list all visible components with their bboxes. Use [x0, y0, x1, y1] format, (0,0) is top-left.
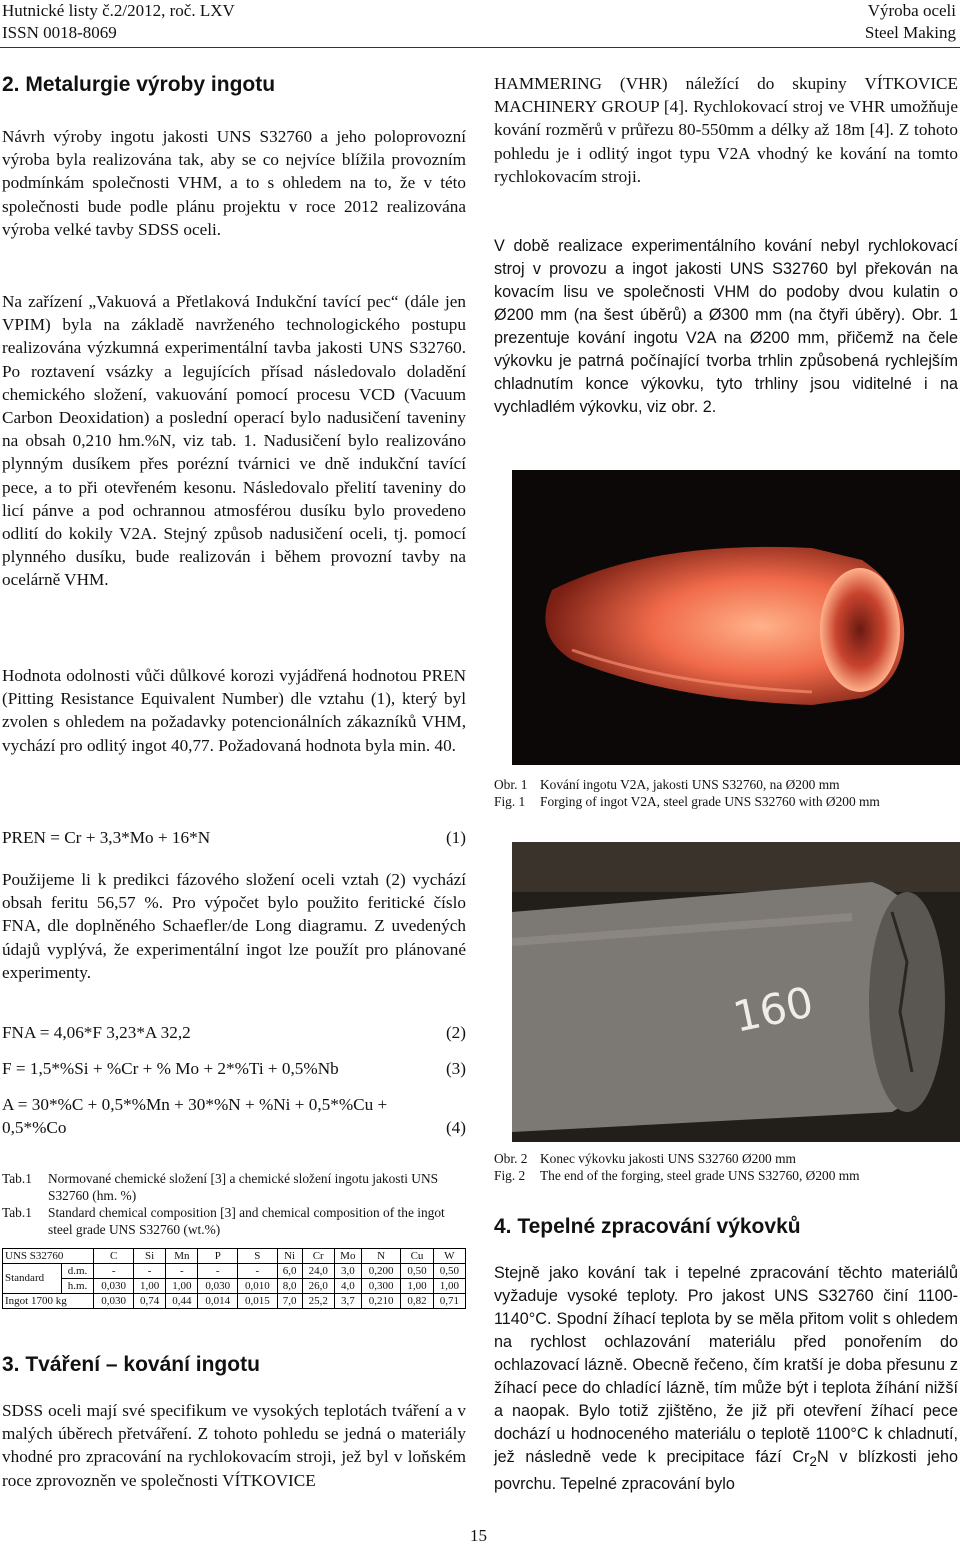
table-cell: 0,82 — [401, 1294, 433, 1309]
table-cell: 0,50 — [433, 1264, 465, 1279]
table-cell: 0,030 — [198, 1279, 238, 1294]
table-1-caption — [2, 1170, 466, 1238]
table-cell: 8,0 — [277, 1279, 302, 1294]
dm-label: d.m. — [61, 1264, 94, 1279]
issn: ISSN 0018-8069 — [2, 23, 117, 42]
col-header: Cu — [401, 1249, 433, 1264]
table-cell: - — [238, 1264, 278, 1279]
col-header: Mn — [166, 1249, 198, 1264]
equation-3-number: (3) — [445, 1059, 466, 1078]
table-cell: - — [198, 1264, 238, 1279]
equation-3 — [2, 1057, 466, 1080]
paragraph-ferrite: Použijeme li k predikci fázového složení oceli vztah (2) vychází obsah feritu 56,57 %. Pro výpočet bylo použito feritické číslo FNA, dle doplněného Schaefler/de Long diagramu. Z uvedených údajů vyplývá, že experimentální ingot lze použít pro plánované experimenty. — [2, 870, 466, 982]
col-header: Ni — [277, 1249, 302, 1264]
paragraph-forging: V době realizace experimentálního kování nebyl rychlokovací stroj v provozu a ingot jakosti UNS S32760 byl překován na kovacím lisu ve společnosti VHM do podoby dvou kulatin o Ø200 mm (na šest úběrů) a Ø300 mm (na čtyři úběry). Obr. 1 prezentuje kování ingotu V2A na Ø200 mm, přičemž na čele výkovku je patrná počínající tvorba trhlin způsobená rychlejším chladnutím konce výkovku, tyto trhliny jsou viditelné i na vychladlém výkovku, viz obr. 2. — [494, 237, 958, 416]
standard-label: Standard — [3, 1264, 62, 1294]
table-cell: 1,00 — [433, 1279, 465, 1294]
section-cz: Výroba oceli — [867, 1, 956, 20]
paragraph-pren: Hodnota odolnosti vůči důlkové korozi vyjádřená hodnotou PREN (Pitting Resistance Equivalent Number) dle vztahu (1), který byl zvolen s ohledem na požadavky potencionálních zákazníků VHM, vychází pro odlitý ingot 40,77. Požadovaná hodnota byla min. 40. — [2, 666, 466, 755]
figure-1-caption-cz: Kování ingotu V2A, jakosti UNS S32760, na Ø200 mm — [540, 777, 840, 792]
paragraph-hammering: HAMMERING (VHR) náležící do skupiny VÍTKOVICE MACHINERY GROUP [4]. Rychlokovací stroj ve VHR umožňuje kování rozměrů v průřezu 80-550mm a délky až 18m [4]. Z tohoto pohledu je i odlitý ingot typu V2A vhodný ke kování na tomto rychlokovacím stroji. — [494, 74, 958, 186]
cooled-forging-photo — [512, 842, 960, 1142]
table-caption-cz: Normované chemické složení [3] a chemické složení ingotu jakosti UNS S32760 (hm. %) — [48, 1171, 439, 1203]
equation-4-number: (4) — [445, 1118, 466, 1137]
table-label-en: Tab.1 — [2, 1205, 32, 1220]
figure-1-caption — [494, 776, 958, 810]
table-cell: 3,0 — [334, 1264, 361, 1279]
figure-2-label-en: Fig. 2 — [494, 1168, 526, 1183]
col-header: N — [361, 1249, 401, 1264]
table-cell: 0,74 — [133, 1294, 165, 1309]
section-4-title: 4. Tepelné zpracování výkovků — [494, 1215, 801, 1238]
table-cell: 7,0 — [277, 1294, 302, 1309]
table-cell: 0,71 — [433, 1294, 465, 1309]
table-cell: 0,010 — [238, 1279, 278, 1294]
equation-1 — [2, 826, 466, 849]
section-2-title: 2. Metalurgie výroby ingotu — [2, 73, 276, 96]
table-cell: 0,030 — [94, 1279, 134, 1294]
forging-end-face — [820, 568, 900, 692]
table-cell: 6,0 — [277, 1264, 302, 1279]
col-header: Mo — [334, 1249, 361, 1264]
table-cell: 0,030 — [94, 1294, 134, 1309]
table-cell: 0,50 — [401, 1264, 433, 1279]
section-header — [865, 0, 956, 44]
table-header-row — [3, 1249, 466, 1264]
equation-1-text: PREN = Cr + 3,3*Mo + 16*N — [2, 828, 211, 847]
cooled-forging-image — [512, 842, 960, 1142]
equation-4-line1: A = 30*%C + 0,5*%Mn + 30*%N + %Ni + 0,5*%Cu + — [2, 1095, 388, 1114]
grade-cell: UNS S32760 — [3, 1249, 94, 1264]
page-number: 15 — [470, 1526, 487, 1545]
table-row — [3, 1264, 466, 1279]
table-label-cz: Tab.1 — [2, 1171, 32, 1186]
table-cell: 0,015 — [238, 1294, 278, 1309]
col-header: Si — [133, 1249, 165, 1264]
figure-1-caption-en: Forging of ingot V2A, steel grade UNS S32760 with Ø200 mm — [540, 794, 880, 809]
col-header: C — [94, 1249, 134, 1264]
equation-2-text: FNA = 4,06*F 3,23*A 32,2 — [2, 1023, 191, 1042]
col-header: Cr — [302, 1249, 334, 1264]
journal-title: Hutnické listy č.2/2012, roč. LXV — [2, 1, 235, 20]
figure-2-caption-cz: Konec výkovku jakosti UNS S32760 Ø200 mm — [540, 1151, 796, 1166]
table-cell: 1,00 — [166, 1279, 198, 1294]
marking-160: 160 — [728, 977, 818, 1042]
table-row — [3, 1279, 466, 1294]
table-cell: 1,00 — [401, 1279, 433, 1294]
equation-4 — [2, 1093, 466, 1139]
table-cell: 26,0 — [302, 1279, 334, 1294]
heat-treatment-text-end: N v blízkosti jeho povrchu. Tepelné zpracování bylo — [494, 1448, 958, 1494]
table-cell: 0,014 — [198, 1294, 238, 1309]
equation-4-line2: 0,5*%Co — [2, 1118, 67, 1137]
paragraph-ingot-design: Návrh výroby ingotu jakosti UNS S32760 a jeho poloprovozní výroba byla realizována tak, aby se co nejvíce blížila provozním podmínkám společnosti VHM, a to s ohledem na to, že v této společnosti bude podle plánu projektu v roce 2012 realizována výroba velké tavby SDSS oceli. — [2, 127, 466, 239]
equation-2-number: (2) — [445, 1023, 466, 1042]
table-cell: 4,0 — [334, 1279, 361, 1294]
hm-label: h.m. — [61, 1279, 94, 1294]
table-caption-en: Standard chemical composition [3] and chemical composition of the ingot steel grade UNS S32760 (wt.%) — [48, 1205, 445, 1237]
section-3-title: 3. Tváření – kování ingotu — [2, 1353, 260, 1376]
equation-2 — [2, 1021, 466, 1044]
chemical-composition-table — [2, 1248, 466, 1309]
table-cell: - — [133, 1264, 165, 1279]
table-cell: - — [166, 1264, 198, 1279]
forging-photo — [512, 470, 960, 765]
table-cell: 1,00 — [133, 1279, 165, 1294]
table-cell: 0,44 — [166, 1294, 198, 1309]
equation-1-number: (1) — [445, 828, 466, 847]
paragraph-vpim-melting: Na zařízení „Vakuová a Přetlaková Indukční tavící pec“ (dále jen VPIM) byla na základě navrženého technologického postupu realizována výzkumná experimentální tavba jakosti UNS S32760. Po roztavení vsázky a legujících přísad následovalo doladění chemického složení, vakuování pomocí procesu VCD (Vacuum Carbon Deoxidation) a poslední operací bylo nadusičení taveniny na obsah 0,210 hm.%N, viz tab. 1. Nadusičení bylo realizováno plynným dusíkem přes porézní tvárnici ve dně indukční tavící pece, a to při otevřeném kesonu. Následovalo přelití taveniny do licí pánve a pod ochrannou atmosférou dusíku bylo provedeno odlití do kokily V2A. Stejný způsob nadusičení oceli, tj. pomocí plynného dusíku, bude realizován i během provozní tavby na ocelárně VHM. — [2, 292, 466, 590]
table-cell: - — [94, 1264, 134, 1279]
col-header: W — [433, 1249, 465, 1264]
col-header: S — [238, 1249, 278, 1264]
table-cell: 0,300 — [361, 1279, 401, 1294]
paragraph-heat-treatment — [494, 1262, 958, 1496]
paragraph-forming: SDSS oceli mají své specifikum ve vysokých teplotách tváření a v malých úběrech přetváření. Z tohoto pohledu se jedná o materiály vhodné pro zpracování na rychlokovacím stroji, jež byl v loňském roce zprovozněn ve společnosti VÍTKOVICE — [2, 1401, 466, 1490]
table-cell: 0,210 — [361, 1294, 401, 1309]
header-rule — [0, 47, 960, 48]
ingot-label: Ingot 1700 kg — [3, 1294, 94, 1309]
forging-end-face — [869, 892, 945, 1112]
equation-3-text: F = 1,5*%Si + %Cr + % Mo + 2*%Ti + 0,5%Nb — [2, 1059, 339, 1078]
col-header: P — [198, 1249, 238, 1264]
table-row — [3, 1294, 466, 1309]
heat-treatment-text: Stejně jako kování tak i tepelné zpracování těchto materiálů vyžaduje vysoké teploty. Pro jakost UNS S32760 činí 1100-1140°C. Spodní žíhací teplota by se měla přitom volit s ohledem na rychlost ochlazování materiálu před ponořením do ochlazovací lázně. Obecně řečeno, čím kratší je doba přesunu z žíhací pece do chladící lázně, tím může být i teplota žíhání nižší a naopak. Bylo totiž zjištěno, že již při otevření žíhací pece dochází u hodnoceného materiálu o teplotě 1100°C k chladnutí, jež následně vede k precipitace fází Cr — [494, 1264, 958, 1466]
table-cell: 25,2 — [302, 1294, 334, 1309]
figure-1-label-en: Fig. 1 — [494, 794, 526, 809]
table-cell: 3,7 — [334, 1294, 361, 1309]
figure-2-caption — [494, 1150, 958, 1184]
section-en: Steel Making — [864, 23, 956, 42]
table-cell: 24,0 — [302, 1264, 334, 1279]
table-cell: 0,200 — [361, 1264, 401, 1279]
figure-2-caption-en: The end of the forging, steel grade UNS S32760, Ø200 mm — [540, 1168, 860, 1183]
figure-2-label-cz: Obr. 2 — [494, 1151, 528, 1166]
hot-forging-image — [512, 470, 960, 765]
subscript-2: 2 — [809, 1454, 817, 1470]
journal-header — [2, 0, 235, 44]
figure-1-label-cz: Obr. 1 — [494, 777, 528, 792]
